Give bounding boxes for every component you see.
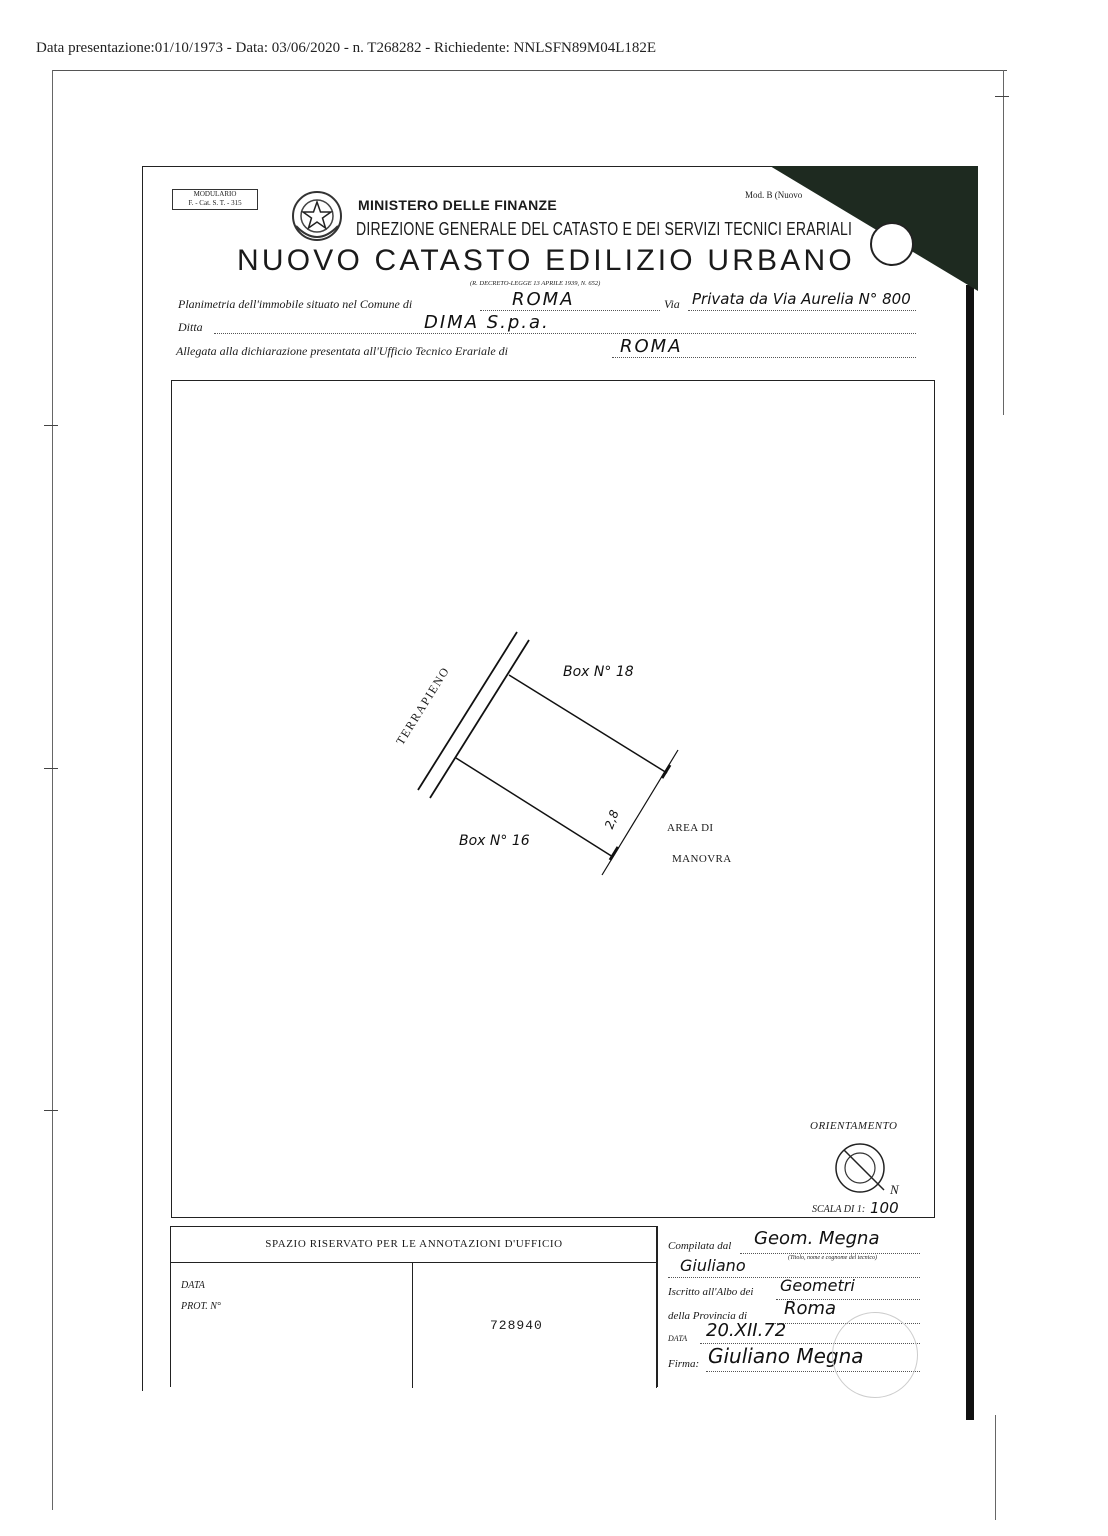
registration-line-top — [52, 70, 1007, 71]
allegata-label: Allegata alla dichiarazione presentata all'Ufficio Tecnico Erariale di — [176, 344, 508, 358]
office-box-title: SPAZIO RISERVATO PER LE ANNOTAZIONI D'UFFICIO — [265, 1238, 563, 1250]
scala-value: 100 — [870, 1199, 899, 1217]
modulario-code: F. - Cat. S. T. - 315 — [188, 199, 242, 207]
modulario-box — [172, 189, 258, 210]
scala-label: SCALA DI 1: — [812, 1204, 866, 1215]
dotted-line — [612, 357, 916, 358]
ufficio-value: ROMA — [620, 336, 683, 357]
north-label: N — [890, 1182, 899, 1197]
planimetria-label: Planimetria dell'immobile situato nel Comune di — [178, 297, 413, 311]
modulario-label: MODULARIO — [193, 190, 237, 198]
directorate-name: DIREZIONE GENERALE DEL CATASTO E DEI SERVIZI TECNICI ERARIALI — [356, 219, 853, 239]
office-data-label: DATA — [181, 1280, 205, 1291]
terrapieno-label: TERRAPIENO — [393, 663, 453, 748]
office-annotations-box — [170, 1226, 658, 1387]
dotted-line — [740, 1253, 920, 1254]
sheet-top-edge — [142, 166, 772, 167]
header-line: Data presentazione:01/10/1973 - Data: 03/06/2020 - n. T268282 - Richiedente: NNLSFN89M04L182E — [36, 40, 657, 56]
ministry-name: MINISTERO DELLE FINANZE — [358, 197, 558, 213]
provincia-value: Roma — [784, 1298, 837, 1319]
registration-line-right — [1003, 70, 1004, 415]
via-value: Privata da Via Aurelia N° 800 — [692, 290, 911, 308]
compilata-label: Compilata dal — [668, 1240, 732, 1252]
box-16-label: Box N° 16 — [459, 833, 530, 849]
compilata-value-2: Giuliano — [680, 1256, 746, 1275]
page-number-circle — [870, 222, 914, 266]
form-code: Mod. B (Nuovo — [745, 190, 803, 200]
provincia-label: della Provincia di — [668, 1310, 748, 1322]
republic-emblem-icon — [290, 186, 344, 246]
ditta-label: Ditta — [178, 320, 203, 334]
protocol-number: 728940 — [490, 1318, 543, 1333]
data-label: DATA — [668, 1334, 688, 1343]
dimension-label: 2,8 — [602, 808, 622, 831]
tick-mark — [995, 96, 1009, 97]
dotted-line — [688, 310, 916, 311]
dotted-line — [480, 310, 660, 311]
faint-stamp — [832, 1312, 918, 1398]
comune-value: ROMA — [512, 289, 575, 310]
orientamento-label: ORIENTAMENTO — [810, 1120, 898, 1132]
sheet-right-edge — [966, 285, 974, 1420]
tick-mark — [44, 1110, 58, 1111]
firma-value: Giuliano Megna — [708, 1344, 864, 1368]
bottom-divider — [656, 1226, 657, 1388]
compilata-hint: (Titolo, nome e cognome del tecnico) — [788, 1255, 877, 1261]
iscritto-value: Geometri — [780, 1276, 855, 1295]
sheet-left-edge — [142, 166, 143, 1391]
area-label-line2: MANOVRA — [672, 853, 732, 865]
tick-mark — [44, 768, 58, 769]
ditta-value: DIMA S.p.a. — [424, 312, 550, 333]
data-value: 20.XII.72 — [706, 1320, 787, 1341]
box-18-label: Box N° 18 — [563, 664, 634, 680]
tick-mark — [44, 425, 58, 426]
compilata-value: Geom. Megna — [754, 1228, 880, 1249]
office-prot-label: PROT. N° — [181, 1301, 221, 1312]
document-title: NUOVO CATASTO EDILIZIO URBANO — [237, 244, 855, 277]
decree-reference: (R. DECRETO-LEGGE 13 APRILE 1939, N. 652) — [470, 280, 601, 287]
registration-line-left — [52, 70, 53, 1510]
office-box-divider — [412, 1262, 413, 1388]
box-floorplan-drawing — [380, 620, 700, 890]
via-label: Via — [664, 297, 680, 311]
office-box-divider — [170, 1262, 657, 1263]
area-label-line1: AREA DI — [667, 822, 714, 834]
firma-label: Firma: — [668, 1358, 700, 1370]
registration-line-bottom-right — [995, 1415, 996, 1520]
iscritto-label: Iscritto all'Albo dei — [668, 1286, 754, 1298]
dotted-line — [214, 333, 916, 334]
